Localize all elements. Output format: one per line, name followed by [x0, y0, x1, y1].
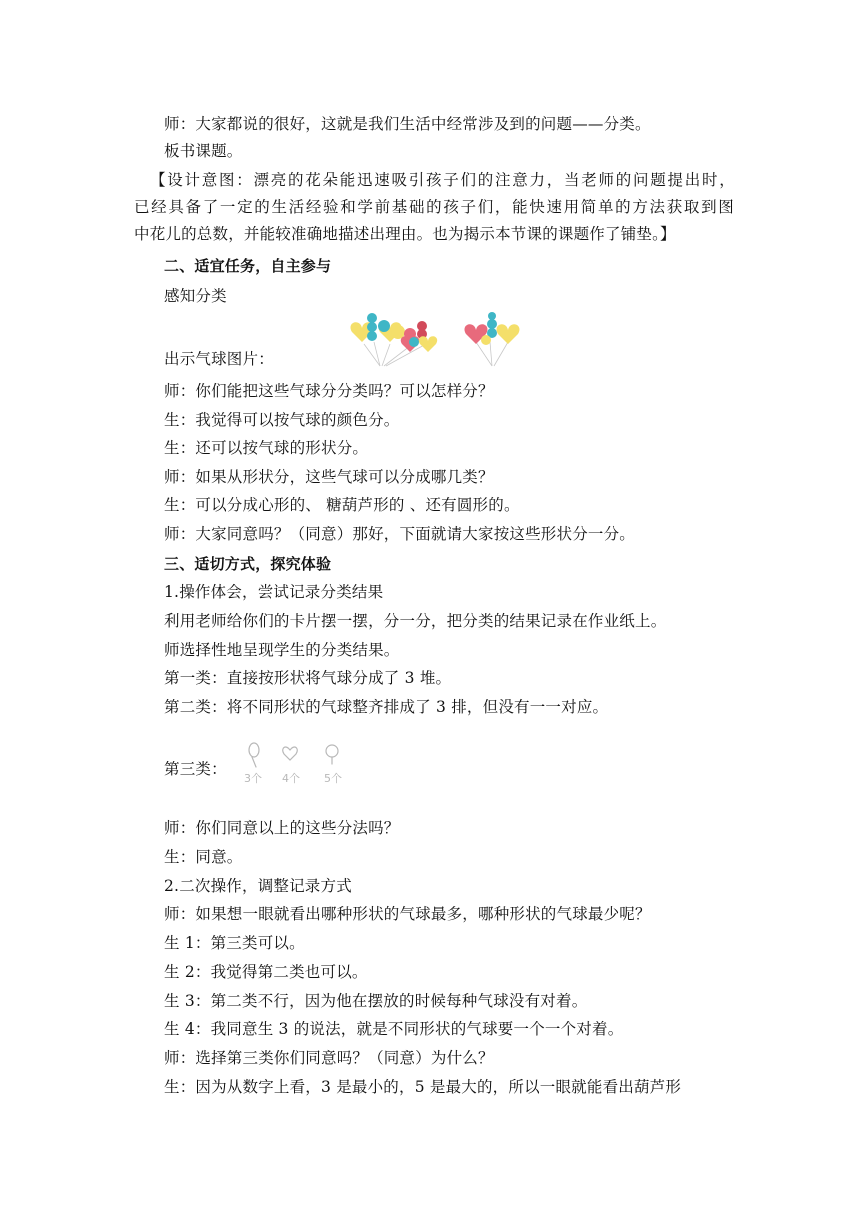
paragraph-line: 生：可以分成心形的、 糖葫芦形的 、还有圆形的。: [164, 496, 520, 514]
paragraph-line: 师：选择第三类你们同意吗？（同意）为什么？: [164, 1049, 494, 1067]
shape-count-label: 4个: [282, 772, 300, 785]
balloons-image: [340, 312, 530, 368]
paragraph-line: 师：你们同意以上的这些分法吗？: [164, 819, 400, 837]
paragraph-line: 生：因为从数字上看，3 是最小的，5 是最大的，所以一眼就能看出葫芦形: [164, 1078, 682, 1096]
paragraph-line: 第一类：直接按形状将气球分成了 3 堆。: [164, 669, 452, 687]
shape-count-label: 5个: [324, 772, 342, 785]
paragraph-line: 板书课题。: [164, 142, 243, 160]
paragraph-line: 生 2：我觉得第二类也可以。: [164, 963, 368, 981]
paragraph-line: 利用老师给你们的卡片摆一摆，分一分，把分类的结果记录在作业纸上。: [164, 612, 667, 630]
design-intent-line: 中花儿的总数，并能较准确地描述出理由。也为揭示本节课的课题作了铺垫。】: [134, 225, 676, 243]
paragraph-line: 出示气球图片：: [164, 350, 274, 368]
subsection-heading: 1.操作体会，尝试记录分类结果: [164, 583, 384, 601]
paragraph-line: 生 3：第二类不行，因为他在摆放的时候每种气球没有对着。: [164, 992, 588, 1010]
paragraph-line: 师：如果从形状分，这些气球可以分成哪几类？: [164, 468, 494, 486]
paragraph-line: 生：还可以按气球的形状分。: [164, 439, 369, 457]
paragraph-line: 师：你们能把这些气球分分类吗？可以怎样分？: [164, 382, 494, 400]
paragraph-line: 师：大家同意吗？（同意）那好，下面就请大家按这些形状分一分。: [164, 525, 636, 543]
paragraph-line: 师：如果想一眼就看出哪种形状的气球最多，哪种形状的气球最少呢？: [164, 905, 651, 923]
section-heading: 二、适宜任务，自主参与: [164, 257, 332, 275]
paragraph-line: 生 4：我同意生 3 的说法，就是不同形状的气球要一个一个对着。: [164, 1020, 624, 1038]
paragraph-line: 生 1：第三类可以。: [164, 934, 305, 952]
paragraph-line: 生：同意。: [164, 848, 243, 866]
design-intent-line: 已经具备了一定的生活经验和学前基础的孩子们，能快速用简单的方法获取到图: [134, 198, 734, 216]
design-intent-line: 【设计意图：漂亮的花朵能迅速吸引孩子们的注意力，当老师的问题提出时，: [150, 171, 735, 189]
paragraph-line: 第二类：将不同形状的气球整齐排成了 3 排，但没有一一对应。: [164, 698, 609, 716]
shape-tally-image: [232, 740, 362, 790]
paragraph-line: 第三类：: [164, 760, 227, 778]
paragraph-line: 师选择性地呈现学生的分类结果。: [164, 641, 400, 659]
section-heading: 三、适切方式，探究体验: [164, 555, 332, 573]
paragraph-line: 感知分类: [164, 287, 227, 305]
shape-count-label: 3个: [244, 772, 262, 785]
paragraph-line: 师：大家都说的很好，这就是我们生活中经常涉及到的问题——分类。: [164, 115, 651, 133]
paragraph-line: 生：我觉得可以按气球的颜色分。: [164, 411, 400, 429]
subsection-heading: 2.二次操作，调整记录方式: [164, 877, 352, 895]
